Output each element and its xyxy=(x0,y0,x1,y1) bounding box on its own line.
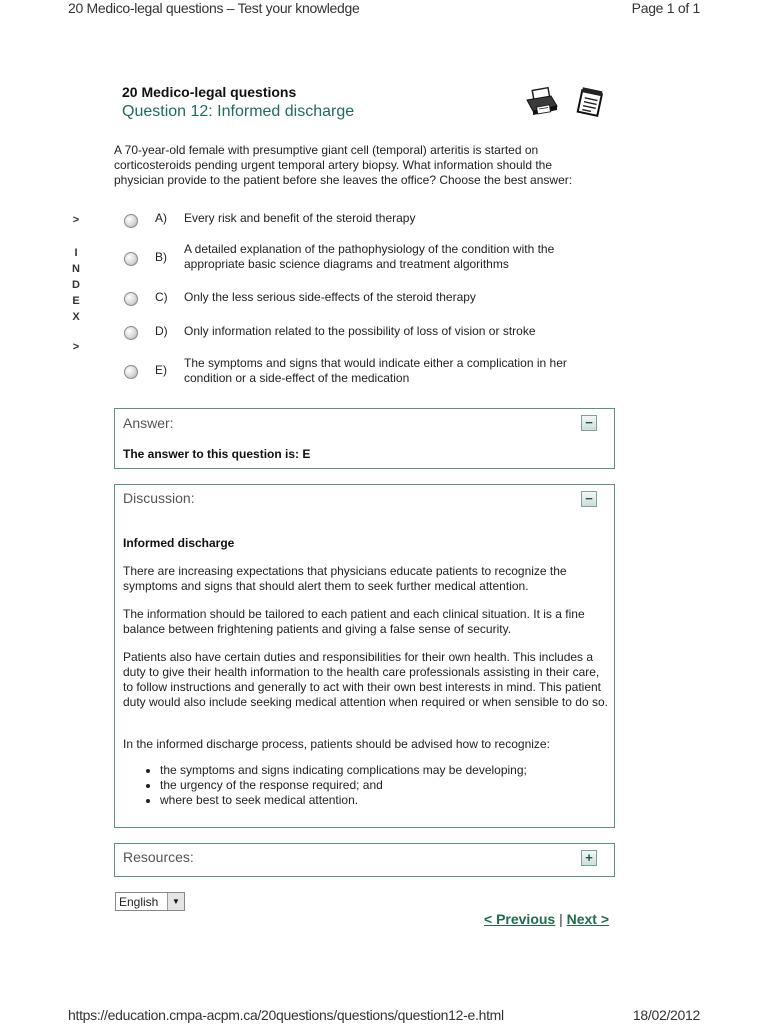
nav-separator: | xyxy=(559,911,563,927)
option-letter: D) xyxy=(155,324,168,338)
index-letter[interactable]: I xyxy=(74,247,78,259)
resources-panel xyxy=(114,843,615,877)
language-selected: English xyxy=(119,895,159,909)
option-text: The symptoms and signs that would indicate either a complication in her condition or a side-effect of the medication xyxy=(184,356,567,385)
answer-option-d[interactable] xyxy=(114,322,604,356)
question-text: A 70-year-old female with presumptive giant cell (temporal) arteritis is started on corticosteroids pending urgent temporal artery biopsy. What information should the physician provide to the patient before she leaves the office? Choose the best answer: xyxy=(114,143,573,187)
discussion-paragraph: The information should be tailored to each patient and each clinical situation. It is a fine balance between frightening patients and giving a false sense of security. xyxy=(123,607,585,636)
discussion-paragraph: Patients also have certain duties and responsibilities for their own health. This includes a duty to give their health information to the health care professionals assisting in their care, to follow instructions and generally to act with their own best interests in mind. This patient duty would also include seeking medical attention when required or when sensible to do so. xyxy=(123,650,608,709)
answer-collapse-toggle[interactable]: − xyxy=(581,415,597,431)
option-radio[interactable] xyxy=(124,292,138,306)
discussion-subheading: Informed discharge xyxy=(123,536,235,550)
discussion-panel xyxy=(114,484,615,828)
previous-link[interactable]: < Previous xyxy=(484,911,556,927)
index-letter[interactable]: E xyxy=(72,295,80,307)
list-item: • the urgency of the response required; and xyxy=(160,778,527,793)
option-text: Only information related to the possibility of loss of vision or stroke xyxy=(184,324,536,338)
chevron-down-icon[interactable]: ▼ xyxy=(167,893,184,910)
discussion-paragraph: In the informed discharge process, patients should be advised how to recognize: xyxy=(123,737,550,751)
resources-heading: Resources: xyxy=(123,849,194,865)
answer-heading: Answer: xyxy=(123,415,174,431)
discussion-heading: Discussion: xyxy=(123,490,195,506)
print-footer-date: 18/02/2012 xyxy=(632,1007,700,1023)
list-item: • the symptoms and signs indicating complications may be developing; xyxy=(160,763,527,778)
print-header-page: Page 1 of 1 xyxy=(631,0,700,16)
discussion-collapse-toggle[interactable]: − xyxy=(581,491,597,507)
question-navigation xyxy=(484,911,609,927)
print-footer-url: https://education.cmpa-acpm.ca/20questions/questions/question12-e.html xyxy=(68,1007,504,1023)
index-arrow-bottom[interactable]: > xyxy=(72,341,80,353)
option-text: Every risk and benefit of the steroid therapy xyxy=(184,211,416,225)
index-letter[interactable]: D xyxy=(72,279,80,291)
index-letter[interactable]: N xyxy=(72,263,80,275)
next-link[interactable]: Next > xyxy=(566,911,610,927)
option-text: Only the less serious side-effects of the steroid therapy xyxy=(184,290,476,304)
question-title: Question 12: Informed discharge xyxy=(122,103,355,120)
option-text: A detailed explanation of the pathophysiology of the condition with the appropriate basic science diagrams and treatment algorithms xyxy=(184,242,555,271)
language-select[interactable] xyxy=(115,892,185,911)
printer-icon[interactable] xyxy=(524,86,560,118)
option-radio[interactable] xyxy=(124,365,138,379)
option-radio[interactable] xyxy=(124,252,138,266)
print-header-title: 20 Medico-legal questions – Test your knowledge xyxy=(68,0,360,16)
option-letter: C) xyxy=(155,290,168,304)
answer-option-a[interactable] xyxy=(114,209,604,243)
option-radio[interactable] xyxy=(124,214,138,228)
resources-expand-toggle[interactable]: + xyxy=(581,850,597,866)
option-letter: E) xyxy=(155,363,167,377)
option-letter: B) xyxy=(155,250,167,264)
page-title: 20 Medico-legal questions xyxy=(122,84,297,100)
discussion-bullet-list xyxy=(145,763,527,808)
answer-option-b[interactable] xyxy=(114,241,604,275)
index-letter[interactable]: X xyxy=(72,311,80,323)
discussion-paragraph: There are increasing expectations that physicians educate patients to recognize the symptoms and signs that should alert them to seek further medical attention. xyxy=(123,564,567,593)
list-item: • where best to seek medical attention. xyxy=(160,793,527,808)
answer-option-e[interactable] xyxy=(114,355,604,389)
answer-option-c[interactable] xyxy=(114,288,604,322)
option-radio[interactable] xyxy=(124,326,138,340)
option-letter: A) xyxy=(155,211,167,225)
answer-panel xyxy=(114,408,615,469)
answer-text: The answer to this question is: E xyxy=(123,447,311,461)
notepad-icon[interactable] xyxy=(572,86,608,118)
index-arrow-top[interactable]: > xyxy=(72,214,80,226)
